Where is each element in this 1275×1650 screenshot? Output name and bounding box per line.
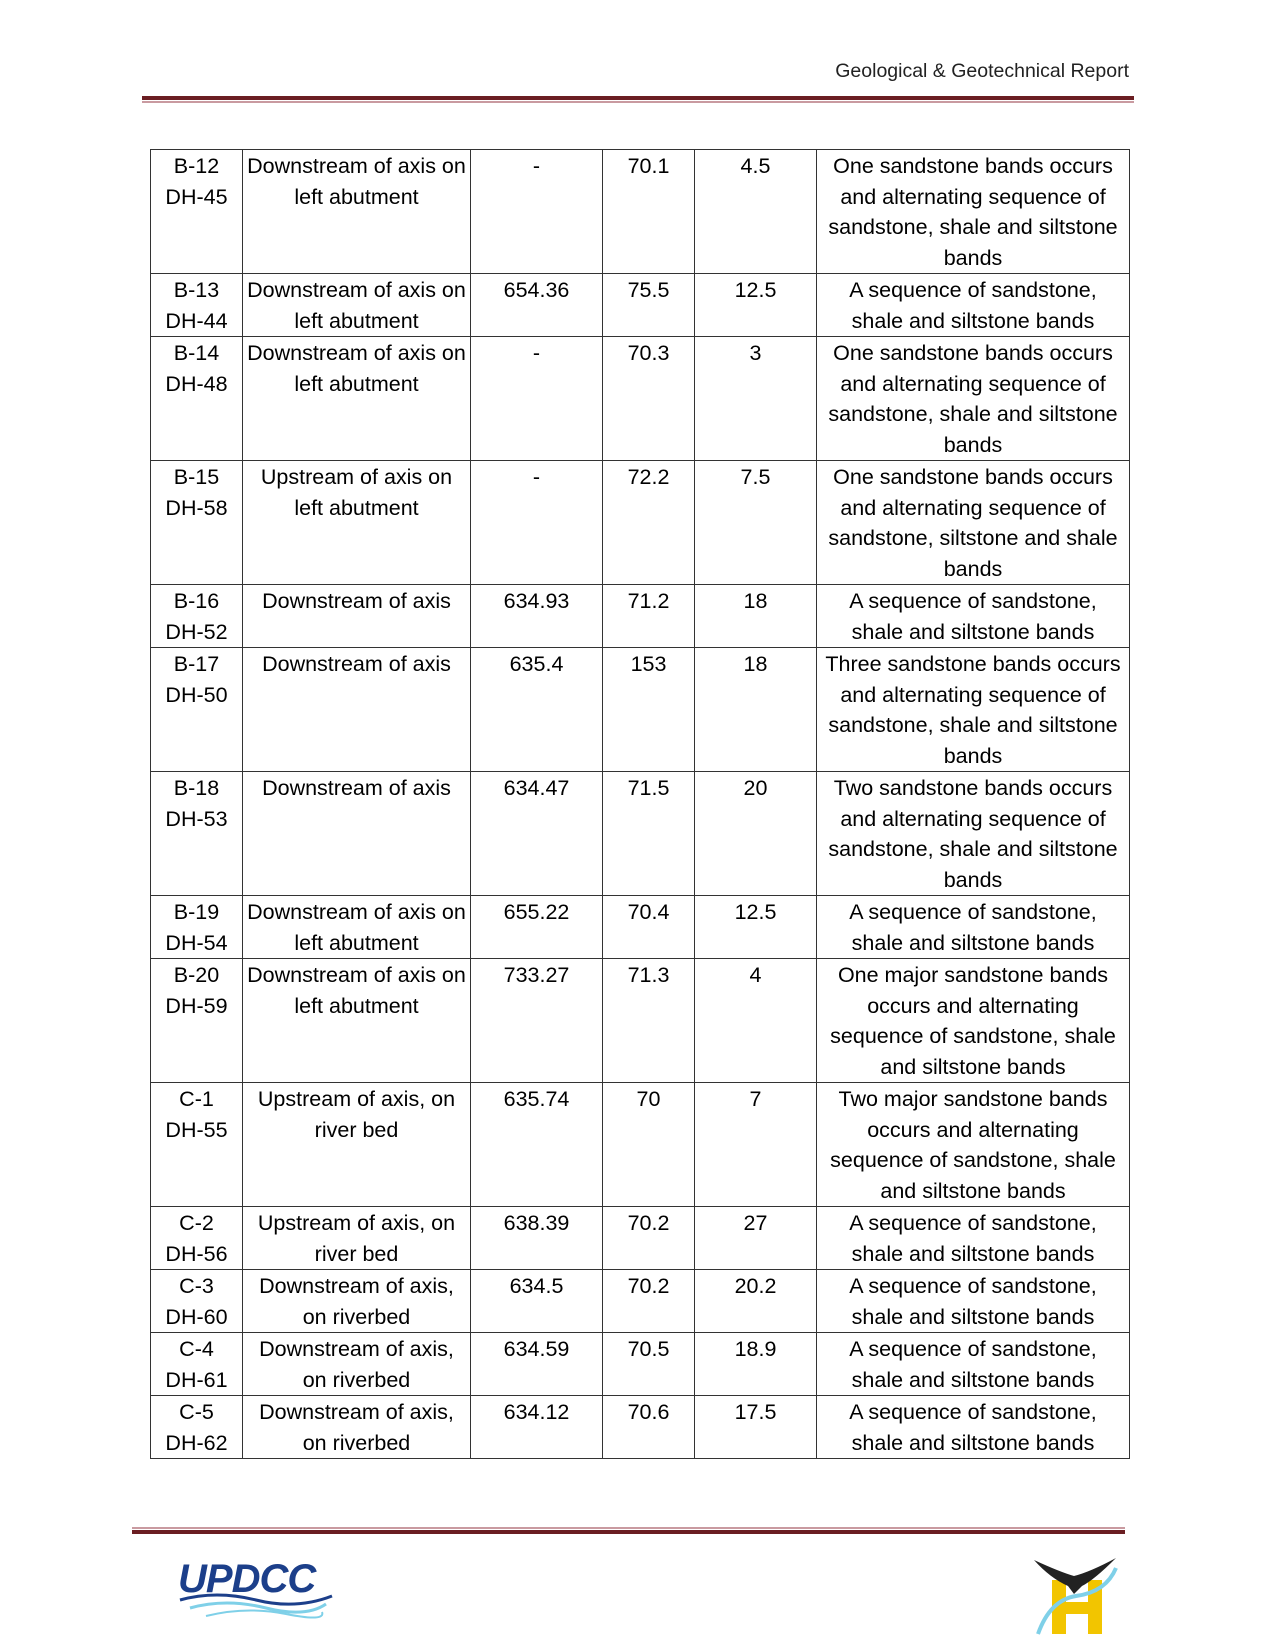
value-cell: 17.5 <box>695 1396 817 1459</box>
table-row <box>151 337 1130 461</box>
borehole-id-cell: B-20 DH-59 <box>151 959 243 1083</box>
borehole-id-cell: B-19 DH-54 <box>151 896 243 959</box>
borehole-id-cell: B-18 DH-53 <box>151 772 243 896</box>
svg-text:UPDCC: UPDCC <box>178 1557 316 1601</box>
location-cell: Downstream of axis on left abutment <box>243 150 471 274</box>
table-row <box>151 648 1130 772</box>
lithology-description-cell: Two sandstone bands occurs and alternating sequence of sandstone, shale and siltstone bands <box>817 772 1130 896</box>
location-cell: Downstream of axis, on riverbed <box>243 1270 471 1333</box>
value-cell: 18 <box>695 648 817 772</box>
borehole-id-cell: C-4 DH-61 <box>151 1333 243 1396</box>
value-cell: 20.2 <box>695 1270 817 1333</box>
value-cell: 72.2 <box>603 461 695 585</box>
location-cell: Downstream of axis <box>243 585 471 648</box>
value-cell: 70 <box>603 1083 695 1207</box>
lithology-description-cell: A sequence of sandstone, shale and siltstone bands <box>817 1396 1130 1459</box>
elevation-cell: 634.59 <box>471 1333 603 1396</box>
location-cell: Downstream of axis on left abutment <box>243 959 471 1083</box>
value-cell: 4 <box>695 959 817 1083</box>
value-cell: 12.5 <box>695 274 817 337</box>
elevation-cell: - <box>471 461 603 585</box>
updcc-logo <box>176 1554 336 1624</box>
borehole-id-cell: B-14 DH-48 <box>151 337 243 461</box>
value-cell: 71.3 <box>603 959 695 1083</box>
table-row <box>151 1207 1130 1270</box>
lithology-description-cell: Two major sandstone bands occurs and alternating sequence of sandstone, shale and siltstone bands <box>817 1083 1130 1207</box>
value-cell: 18 <box>695 585 817 648</box>
borehole-id-cell: B-16 DH-52 <box>151 585 243 648</box>
lithology-description-cell: Three sandstone bands occurs and alternating sequence of sandstone, shale and siltstone bands <box>817 648 1130 772</box>
bird-emblem-icon <box>1030 1550 1120 1638</box>
table-row <box>151 274 1130 337</box>
lithology-description-cell: A sequence of sandstone, shale and siltstone bands <box>817 896 1130 959</box>
lithology-description-cell: One sandstone bands occurs and alternating sequence of sandstone, shale and siltstone bands <box>817 337 1130 461</box>
page-header-title: Geological & Geotechnical Report <box>835 60 1129 82</box>
borehole-id-cell: C-1 DH-55 <box>151 1083 243 1207</box>
borehole-id-cell: C-5 DH-62 <box>151 1396 243 1459</box>
value-cell: 27 <box>695 1207 817 1270</box>
lithology-description-cell: A sequence of sandstone, shale and siltstone bands <box>817 274 1130 337</box>
elevation-cell: 654.36 <box>471 274 603 337</box>
elevation-cell: 634.5 <box>471 1270 603 1333</box>
lithology-description-cell: One major sandstone bands occurs and alternating sequence of sandstone, shale and siltstone bands <box>817 959 1130 1083</box>
table-row <box>151 1333 1130 1396</box>
value-cell: 153 <box>603 648 695 772</box>
borehole-id-cell: C-3 DH-60 <box>151 1270 243 1333</box>
borehole-id-cell: B-13 DH-44 <box>151 274 243 337</box>
elevation-cell: 635.74 <box>471 1083 603 1207</box>
elevation-cell: 634.93 <box>471 585 603 648</box>
location-cell: Upstream of axis, on river bed <box>243 1207 471 1270</box>
value-cell: 70.3 <box>603 337 695 461</box>
value-cell: 7.5 <box>695 461 817 585</box>
value-cell: 70.5 <box>603 1333 695 1396</box>
footer-rule <box>132 1527 1125 1534</box>
value-cell: 7 <box>695 1083 817 1207</box>
value-cell: 70.1 <box>603 150 695 274</box>
table-row <box>151 585 1130 648</box>
lithology-description-cell: A sequence of sandstone, shale and siltstone bands <box>817 1333 1130 1396</box>
borehole-table-body <box>151 150 1130 1459</box>
borehole-table <box>150 149 1130 1459</box>
lithology-description-cell: One sandstone bands occurs and alternating sequence of sandstone, siltstone and shale bands <box>817 461 1130 585</box>
location-cell: Downstream of axis on left abutment <box>243 274 471 337</box>
elevation-cell: 635.4 <box>471 648 603 772</box>
lithology-description-cell: A sequence of sandstone, shale and siltstone bands <box>817 585 1130 648</box>
location-cell: Downstream of axis, on riverbed <box>243 1396 471 1459</box>
lithology-description-cell: One sandstone bands occurs and alternating sequence of sandstone, shale and siltstone bands <box>817 150 1130 274</box>
location-cell: Upstream of axis on left abutment <box>243 461 471 585</box>
value-cell: 3 <box>695 337 817 461</box>
lithology-description-cell: A sequence of sandstone, shale and siltstone bands <box>817 1270 1130 1333</box>
table-row <box>151 1396 1130 1459</box>
value-cell: 4.5 <box>695 150 817 274</box>
location-cell: Upstream of axis, on river bed <box>243 1083 471 1207</box>
location-cell: Downstream of axis on left abutment <box>243 337 471 461</box>
table-row <box>151 1083 1130 1207</box>
value-cell: 12.5 <box>695 896 817 959</box>
value-cell: 70.2 <box>603 1270 695 1333</box>
elevation-cell: 733.27 <box>471 959 603 1083</box>
elevation-cell: - <box>471 150 603 274</box>
location-cell: Downstream of axis, on riverbed <box>243 1333 471 1396</box>
elevation-cell: 634.12 <box>471 1396 603 1459</box>
location-cell: Downstream of axis <box>243 772 471 896</box>
elevation-cell: - <box>471 337 603 461</box>
table-row <box>151 461 1130 585</box>
table-row <box>151 772 1130 896</box>
location-cell: Downstream of axis on left abutment <box>243 896 471 959</box>
borehole-id-cell: B-15 DH-58 <box>151 461 243 585</box>
value-cell: 70.6 <box>603 1396 695 1459</box>
borehole-id-cell: B-17 DH-50 <box>151 648 243 772</box>
value-cell: 70.4 <box>603 896 695 959</box>
value-cell: 71.2 <box>603 585 695 648</box>
table-row <box>151 896 1130 959</box>
value-cell: 70.2 <box>603 1207 695 1270</box>
table-row <box>151 1270 1130 1333</box>
value-cell: 71.5 <box>603 772 695 896</box>
elevation-cell: 655.22 <box>471 896 603 959</box>
value-cell: 20 <box>695 772 817 896</box>
elevation-cell: 638.39 <box>471 1207 603 1270</box>
table-row <box>151 959 1130 1083</box>
borehole-id-cell: C-2 DH-56 <box>151 1207 243 1270</box>
header-rule <box>142 96 1134 103</box>
value-cell: 75.5 <box>603 274 695 337</box>
table-row <box>151 150 1130 274</box>
lithology-description-cell: A sequence of sandstone, shale and siltstone bands <box>817 1207 1130 1270</box>
elevation-cell: 634.47 <box>471 772 603 896</box>
value-cell: 18.9 <box>695 1333 817 1396</box>
location-cell: Downstream of axis <box>243 648 471 772</box>
borehole-id-cell: B-12 DH-45 <box>151 150 243 274</box>
